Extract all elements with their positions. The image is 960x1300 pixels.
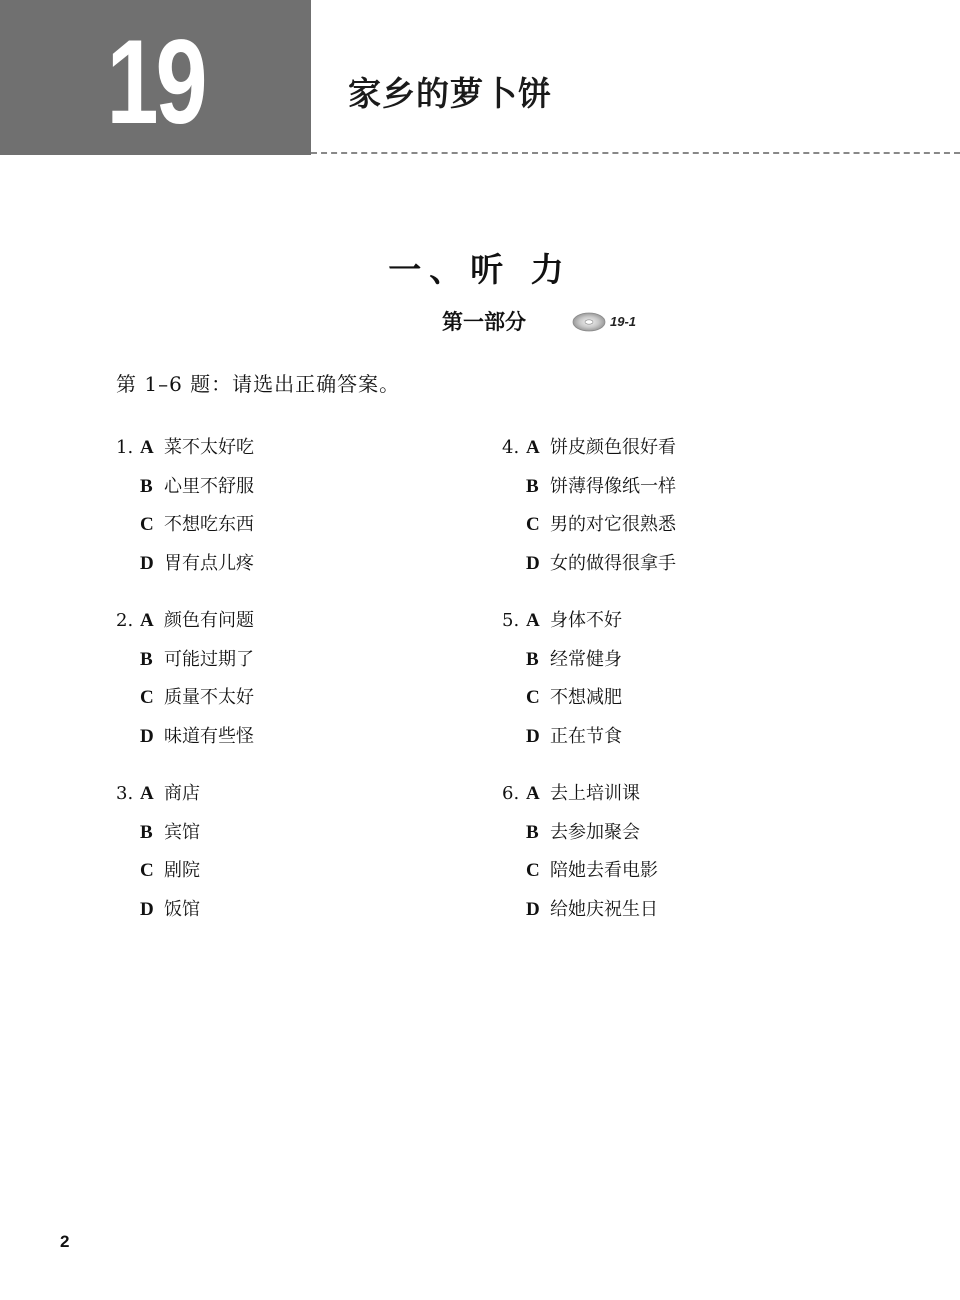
- option-row: [116, 782, 200, 821]
- question-number: 1.: [116, 437, 134, 458]
- option-letter: C: [526, 687, 540, 708]
- option-letter: A: [526, 783, 540, 804]
- option-row: [116, 552, 254, 591]
- option-letter: C: [140, 514, 154, 535]
- option-row: [116, 725, 254, 764]
- option-row: [116, 513, 254, 552]
- lesson-title: 家乡的萝卜饼: [348, 74, 552, 113]
- option-letter: D: [526, 552, 540, 574]
- option-letter: B: [140, 475, 153, 497]
- option-letter: B: [140, 821, 153, 843]
- option-text: 颜色有问题: [164, 610, 254, 631]
- option-text: 宾馆: [164, 821, 200, 843]
- option-letter: B: [526, 821, 539, 843]
- option-row: [116, 898, 200, 937]
- question-4: [502, 436, 676, 590]
- question-number: 4.: [502, 437, 520, 458]
- option-row: [116, 686, 254, 725]
- option-text: 商店: [164, 783, 200, 804]
- option-letter: B: [526, 648, 539, 670]
- option-row: [116, 436, 254, 475]
- option-letter: C: [140, 860, 154, 881]
- cd-icon: [572, 310, 606, 332]
- option-letter: A: [140, 437, 154, 458]
- question-number: 5.: [502, 610, 520, 631]
- lesson-number-block: [0, 0, 311, 155]
- option-text: 可能过期了: [164, 648, 254, 670]
- option-row: [116, 648, 254, 687]
- option-text: 不想减肥: [550, 687, 622, 708]
- option-text: 去参加聚会: [550, 821, 640, 843]
- option-row: [502, 782, 658, 821]
- option-letter: C: [526, 514, 540, 535]
- option-letter: A: [140, 610, 154, 631]
- option-letter: C: [526, 860, 540, 881]
- question-3: [116, 782, 200, 936]
- question-number: 3.: [116, 783, 134, 804]
- option-text: 饼薄得像纸一样: [550, 475, 676, 497]
- question-number: 2.: [116, 610, 134, 631]
- option-text: 质量不太好: [164, 687, 254, 708]
- option-row: [502, 609, 622, 648]
- option-row: [116, 609, 254, 648]
- track-label: 19-1: [610, 314, 637, 329]
- option-letter: D: [140, 552, 154, 574]
- option-row: [502, 648, 622, 687]
- option-letter: D: [526, 898, 540, 920]
- question-2: [116, 609, 254, 763]
- option-text: 饭馆: [164, 898, 200, 920]
- lesson-number: 19: [106, 15, 205, 149]
- option-text: 陪她去看电影: [550, 860, 658, 881]
- option-letter: D: [140, 725, 154, 747]
- option-row: [502, 513, 676, 552]
- option-row: [116, 859, 200, 898]
- option-text: 饼皮颜色很好看: [550, 437, 676, 458]
- option-letter: A: [526, 437, 540, 458]
- part-title: 第一部分: [442, 310, 526, 334]
- option-text: 心里不舒服: [164, 475, 254, 497]
- header-divider: [311, 152, 960, 154]
- page-number: 2: [60, 1232, 70, 1251]
- option-letter: D: [526, 725, 540, 747]
- option-text: 剧院: [164, 860, 200, 881]
- option-row: [502, 898, 658, 937]
- option-letter: B: [526, 475, 539, 497]
- option-row: [502, 475, 676, 514]
- question-5: [502, 609, 622, 763]
- question-6: [502, 782, 658, 936]
- question-1: [116, 436, 254, 590]
- option-text: 经常健身: [550, 648, 622, 670]
- option-row: [116, 821, 200, 860]
- option-letter: C: [140, 687, 154, 708]
- option-text: 正在节食: [550, 725, 622, 747]
- option-letter: B: [140, 648, 153, 670]
- option-text: 男的对它很熟悉: [550, 514, 676, 535]
- option-text: 给她庆祝生日: [550, 898, 658, 920]
- question-number: 6.: [502, 783, 520, 804]
- option-row: [502, 859, 658, 898]
- option-text: 胃有点儿疼: [164, 552, 254, 574]
- option-row: [502, 686, 622, 725]
- option-row: [116, 475, 254, 514]
- option-text: 女的做得很拿手: [550, 552, 676, 574]
- option-text: 身体不好: [550, 610, 622, 631]
- option-row: [502, 436, 676, 475]
- option-row: [502, 552, 676, 591]
- option-row: [502, 821, 658, 860]
- option-text: 菜不太好吃: [164, 437, 254, 458]
- option-letter: A: [140, 783, 154, 804]
- option-row: [502, 725, 622, 764]
- option-text: 不想吃东西: [164, 514, 254, 535]
- option-text: 味道有些怪: [164, 725, 254, 747]
- option-letter: D: [140, 898, 154, 920]
- section-title: 一、听 力: [388, 250, 572, 289]
- option-text: 去上培训课: [550, 783, 640, 804]
- option-letter: A: [526, 610, 540, 631]
- instructions: 第 1–6 题：请选出正确答案。: [116, 372, 401, 396]
